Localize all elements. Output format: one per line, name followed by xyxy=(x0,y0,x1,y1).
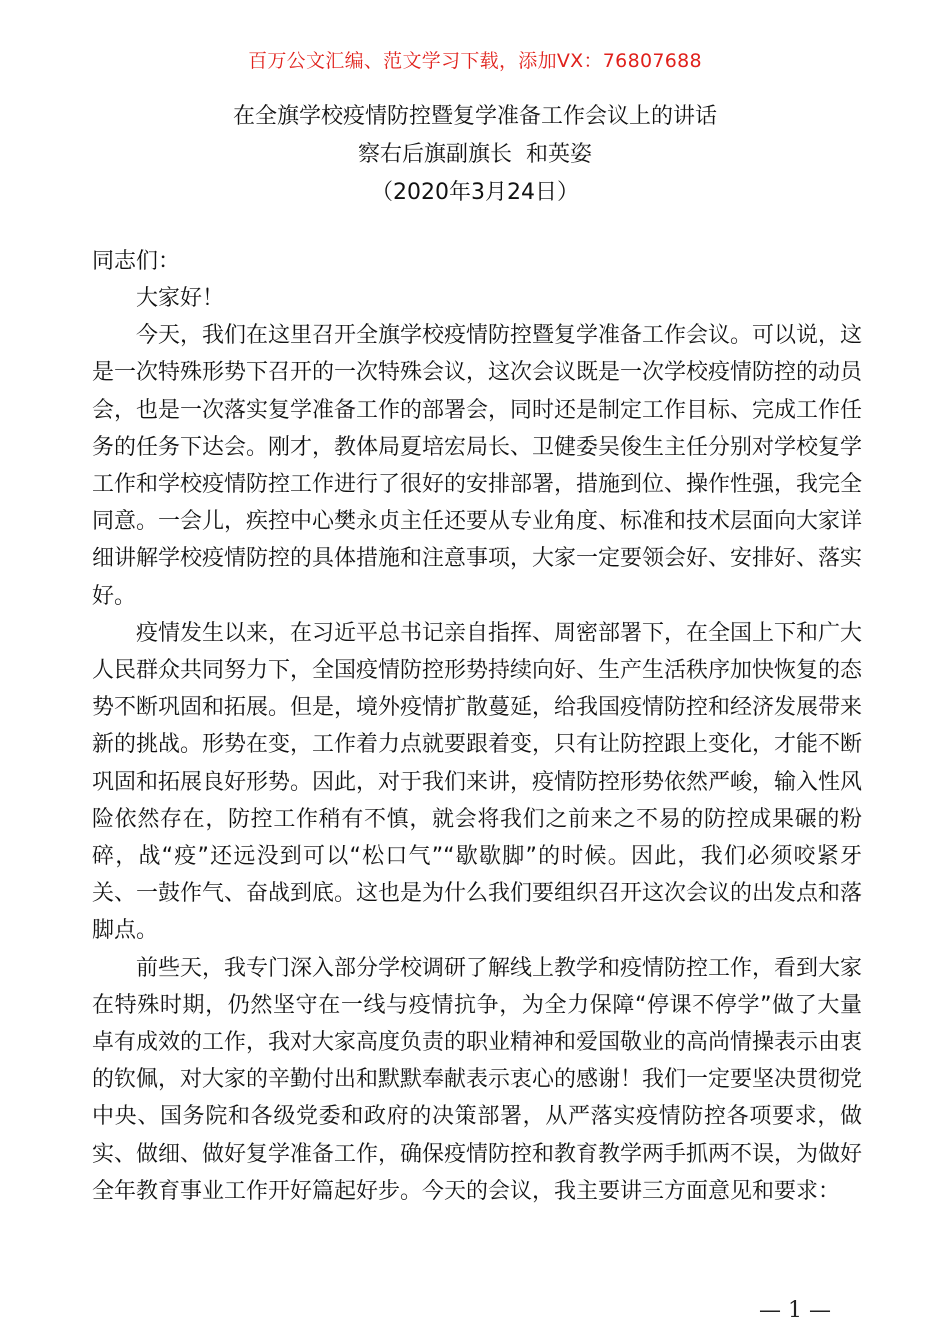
salutation: 同志们： xyxy=(92,249,181,274)
speech-body xyxy=(92,280,862,1210)
document-header xyxy=(0,98,950,212)
document-title: 在全旗学校疫情防控暨复学准备工作会议上的讲话 xyxy=(232,104,717,129)
paragraph-3: 前些天，我专门深入部分学校调研了解线上教学和疫情防控工作，看到大家在特殊时期，仍然坚守在一线与疫情抗争，为全力保障“停课不停学”做了大量卓有成效的工作，我对大家高度负责的职业精神和爱国敬业的高尚情操表示由衷的钦佩，对大家的辛勤付出和默默奉献表示衷心的感谢！我们一定要坚决贯彻党中央、国务院和各级党委和政府的决策部署，从严落实疫情防控各项要求，做实、做细、做好复学准备工作，确保疫情防控和教育教学两手抓两不误，为做好全年教育事业工作开好篇起好步。今天的会议，我主要讲三方面意见和要求： xyxy=(92,955,863,1204)
speech-date: （2020年3月24日） xyxy=(371,180,579,205)
watermark-banner: 百万公文汇编、范文学习下载，添加VX：76807688 xyxy=(248,50,702,72)
page-number: — 1 — xyxy=(759,1298,831,1323)
paragraph-greeting: 大家好！ xyxy=(136,286,225,311)
paragraph-2: 疫情发生以来，在习近平总书记亲自指挥、周密部署下，在全国上下和广大人民群众共同努力下，全国疫情防控形势持续向好、生产生活秩序加快恢复的态势不断巩固和拓展。但是，境外疫情扩散蔓延，给我国疫情防控和经济发展带来新的挑战。形势在变，工作着力点就要跟着变，只有让防控跟上变化，才能不断巩固和拓展良好形势。因此，对于我们来讲，疫情防控形势依然严峻，输入性风险依然存在，防控工作稍有不慎，就会将我们之前来之不易的防控成果碾的粉碎，战“疫”还远没到可以“松口气”“歇歇脚”的时候。因此，我们必须咬紧牙关、一鼓作气、奋战到底。这也是为什么我们要组织召开这次会议的出发点和落脚点。 xyxy=(92,620,863,944)
speaker-line: 察右后旗副旗长 和英姿 xyxy=(358,142,592,167)
paragraph-1: 今天，我们在这里召开全旗学校疫情防控暨复学准备工作会议。可以说，这是一次特殊形势下召开的一次特殊会议，这次会议既是一次学校疫情防控的动员会，也是一次落实复学准备工作的部署会，同时还是制定工作目标、完成工作任务的任务下达会。刚才，教体局夏培宏局长、卫健委吴俊生主任分别对学校复学工作和学校疫情防控工作进行了很好的安排部署，措施到位、操作性强，我完全同意。一会儿，疾控中心樊永贞主任还要从专业角度、标准和技术层面向大家详细讲解学校疫情防控的具体措施和注意事项，大家一定要领会好、安排好、落实好。 xyxy=(92,323,863,609)
